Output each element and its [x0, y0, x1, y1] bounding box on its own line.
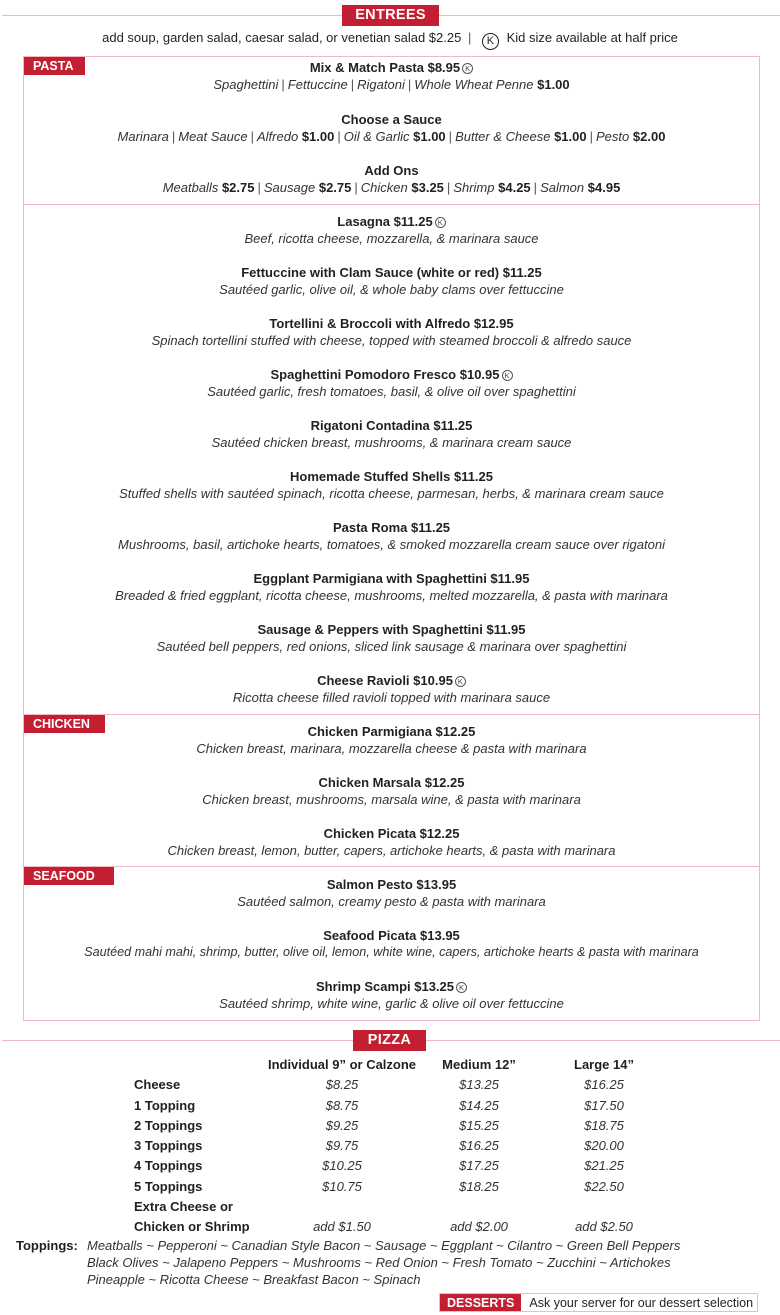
item-description: Sautéed bell peppers, red onions, sliced link sausage & marinara over spaghettini	[156, 639, 627, 654]
entrees-note	[0, 30, 780, 50]
item-name: Sausage & Peppers with Spaghettini $11.95	[257, 622, 526, 637]
pizza-header-row	[134, 1055, 674, 1075]
pizza-row	[134, 1177, 674, 1197]
item-description: Spinach tortellini stuffed with cheese, topped with steamed broccoli & alfredo sauce	[151, 333, 632, 348]
pizza-title: PIZZA	[353, 1030, 426, 1051]
item-description: Sautéed chicken breast, mushrooms, & marinara cream sauce	[211, 435, 572, 450]
price-cell: $15.25	[459, 1117, 499, 1133]
kid-size-icon: K	[462, 63, 473, 74]
item-name: Salmon Pesto $13.95	[326, 877, 457, 892]
item-name: Rigatoni Contadina $11.25	[310, 418, 473, 433]
item-name: Seafood Picata $13.95	[323, 928, 460, 943]
pizza-row	[134, 1197, 674, 1217]
desserts-tag: DESSERTS	[440, 1294, 521, 1311]
price-cell: $18.25	[459, 1178, 499, 1194]
kid-size-icon: K	[456, 982, 467, 993]
item-description: Chicken breast, lemon, butter, capers, artichoke hearts, & pasta with marinara	[167, 843, 616, 858]
row-label: 5 Toppings	[134, 1178, 203, 1194]
price-cell: $21.25	[584, 1158, 624, 1174]
item-description: Sautéed garlic, fresh tomatoes, basil, & olive oil over spaghettini	[207, 384, 576, 399]
toppings-label: Toppings:	[16, 1238, 78, 1253]
item-description: Mushrooms, basil, artichoke hearts, tomatoes, & smoked mozzarella cream sauce over rigatoni	[118, 537, 665, 552]
pizza-header	[0, 1027, 780, 1049]
menu-item-chicken-parmigiana	[23, 723, 760, 757]
toppings-list	[87, 1237, 767, 1288]
price-cell: $8.25	[325, 1077, 359, 1093]
price-cell: $17.50	[584, 1097, 624, 1113]
desserts-note: Ask your server for our dessert selection	[529, 1296, 754, 1310]
price-cell: $13.25	[459, 1077, 499, 1093]
row-label: Cheese	[134, 1077, 181, 1093]
item-name: Add Ons	[364, 163, 419, 178]
row-label: 3 Toppings	[134, 1138, 203, 1154]
pasta-shape-options: Spaghettini | Fettuccine | Rigatoni | Whole Wheat Penne $1.00	[213, 77, 570, 92]
item-name: Eggplant Parmigiana with Spaghettini $11.95	[253, 571, 530, 586]
item-description: Chicken breast, marinara, mozzarella cheese & pasta with marinara	[196, 741, 587, 756]
pizza-row	[134, 1136, 674, 1156]
item-name: Pasta Roma $11.25	[332, 520, 451, 535]
item-name: Lasagna $11.25 K	[23, 213, 760, 230]
item-name: Tortellini & Broccoli with Alfredo $12.95	[269, 316, 514, 331]
price-cell: $16.25	[459, 1138, 499, 1154]
pizza-row	[134, 1075, 674, 1095]
item-description: Beef, ricotta cheese, mozzarella, & marinara sauce	[244, 231, 539, 246]
price-cell: $9.75	[325, 1138, 359, 1154]
item-description: Sautéed garlic, olive oil, & whole baby clams over fettuccine	[219, 282, 564, 297]
side-salad-note: add soup, garden salad, caesar salad, or venetian salad $2.25	[102, 30, 462, 45]
kid-size-icon: K	[502, 370, 513, 381]
pizza-row	[134, 1096, 674, 1116]
column-header: Individual 9” or Calzone	[267, 1057, 417, 1072]
item-name: Shrimp Scampi $13.25 K	[23, 978, 760, 995]
choose-sauce	[23, 111, 760, 145]
row-label: Chicken or Shrimp	[134, 1219, 250, 1235]
price-cell: $22.50	[584, 1178, 624, 1194]
item-description: Breaded & fried eggplant, ricotta cheese, mushrooms, melted mozzarella, & pasta with marinara	[115, 588, 668, 603]
add-ons	[23, 162, 760, 196]
price-cell: add $2.50	[575, 1219, 633, 1235]
seafood-divider	[23, 866, 760, 867]
menu-item-stuffed-shells	[23, 468, 760, 502]
toppings-line: Pineapple ~ Ricotta Cheese ~ Breakfast Bacon ~ Spinach	[87, 1272, 421, 1287]
menu-item-lasagna	[23, 213, 760, 247]
mix-match-pasta	[23, 59, 760, 93]
menu-item-tortellini	[23, 315, 760, 349]
menu-item-sausage-peppers	[23, 621, 760, 655]
menu-item-salmon-pesto	[23, 876, 760, 910]
kid-size-icon: K	[455, 676, 466, 687]
menu-item-pomodoro	[23, 366, 760, 400]
pizza-row	[134, 1217, 674, 1237]
row-label: Extra Cheese or	[134, 1199, 233, 1215]
pizza-row	[134, 1116, 674, 1136]
menu-item-seafood-picata	[23, 927, 760, 961]
price-cell: $14.25	[459, 1097, 499, 1113]
chicken-divider	[23, 714, 760, 715]
menu-item-cheese-ravioli	[23, 672, 760, 706]
price-cell: $9.25	[325, 1117, 359, 1133]
pasta-options-divider	[23, 204, 760, 205]
item-name: Chicken Parmigiana $12.25	[307, 724, 476, 739]
menu-item-eggplant	[23, 570, 760, 604]
price-cell: $10.75	[322, 1178, 362, 1194]
chicken-category-tag: CHICKEN	[24, 715, 105, 733]
price-cell: $20.00	[584, 1138, 624, 1154]
item-name: Fettuccine with Clam Sauce (white or red) $11.25	[241, 265, 542, 280]
toppings-line: Meatballs ~ Pepperoni ~ Canadian Style Bacon ~ Sausage ~ Eggplant ~ Cilantro ~ Green Bell Peppers	[87, 1238, 681, 1253]
item-name: Chicken Picata $12.25	[323, 826, 460, 841]
price-cell: $10.25	[322, 1158, 362, 1174]
desserts-banner	[439, 1293, 758, 1312]
price-cell: $17.25	[459, 1158, 499, 1174]
row-label: 2 Toppings	[134, 1117, 203, 1133]
item-name: Mix & Match Pasta $8.95 K	[23, 59, 760, 76]
kid-size-icon: K	[482, 33, 499, 50]
pizza-price-table	[134, 1055, 674, 1238]
item-description: Ricotta cheese filled ravioli topped with marinara sauce	[232, 690, 551, 705]
seafood-category-tag: SEAFOOD	[24, 867, 114, 885]
item-name: Spaghettini Pomodoro Fresco $10.95 K	[23, 366, 760, 383]
item-name: Homemade Stuffed Shells $11.25	[289, 469, 494, 484]
menu-item-fettuccine-clam	[23, 264, 760, 298]
item-description: Stuffed shells with sautéed spinach, ricotta cheese, parmesan, herbs, & marinara cream sauce	[119, 486, 664, 501]
addon-options: Meatballs $2.75 | Sausage $2.75 | Chicken $3.25 | Shrimp $4.25 | Salmon $4.95	[162, 180, 621, 195]
sauce-options: Marinara | Meat Sauce | Alfredo $1.00 | Oil & Garlic $1.00 | Butter & Cheese $1.00 | Pesto $2.00	[117, 129, 666, 144]
kid-size-note: Kid size available at half price	[506, 30, 678, 45]
column-header: Large 14”	[574, 1057, 634, 1072]
menu-item-chicken-marsala	[23, 774, 760, 808]
menu-item-rigatoni	[23, 417, 760, 451]
item-description: Sautéed salmon, creamy pesto & pasta with marinara	[237, 894, 546, 909]
item-name: Chicken Marsala $12.25	[318, 775, 465, 790]
item-name: Choose a Sauce	[341, 112, 442, 127]
toppings-line: Black Olives ~ Jalapeno Peppers ~ Mushrooms ~ Red Onion ~ Fresh Tomato ~ Zucchini ~ Artichokes	[87, 1255, 671, 1270]
row-label: 1 Topping	[134, 1097, 196, 1113]
separator: |	[467, 30, 472, 45]
item-name: Cheese Ravioli $10.95 K	[23, 672, 760, 689]
pizza-row	[134, 1156, 674, 1176]
item-description: Chicken breast, mushrooms, marsala wine, & pasta with marinara	[202, 792, 581, 807]
menu-item-shrimp-scampi	[23, 978, 760, 1012]
price-cell: add $2.00	[450, 1219, 508, 1235]
price-cell: $8.75	[325, 1097, 359, 1113]
entrees-header	[0, 2, 780, 24]
price-cell: add $1.50	[313, 1219, 371, 1235]
entrees-title: ENTREES	[342, 5, 439, 26]
price-cell: $18.75	[584, 1117, 624, 1133]
menu-item-pasta-roma	[23, 519, 760, 553]
row-label: 4 Toppings	[134, 1158, 203, 1174]
kid-size-icon: K	[435, 217, 446, 228]
column-header: Medium 12”	[442, 1057, 516, 1072]
item-description: Sautéed mahi mahi, shrimp, butter, olive oil, lemon, white wine, capers, artichoke hearts & pasta with marinara	[84, 945, 699, 959]
pasta-category-tag: PASTA	[24, 57, 85, 75]
price-cell: $16.25	[584, 1077, 624, 1093]
item-description: Sautéed shrimp, white wine, garlic & olive oil over fettuccine	[219, 996, 564, 1011]
menu-item-chicken-picata	[23, 825, 760, 859]
